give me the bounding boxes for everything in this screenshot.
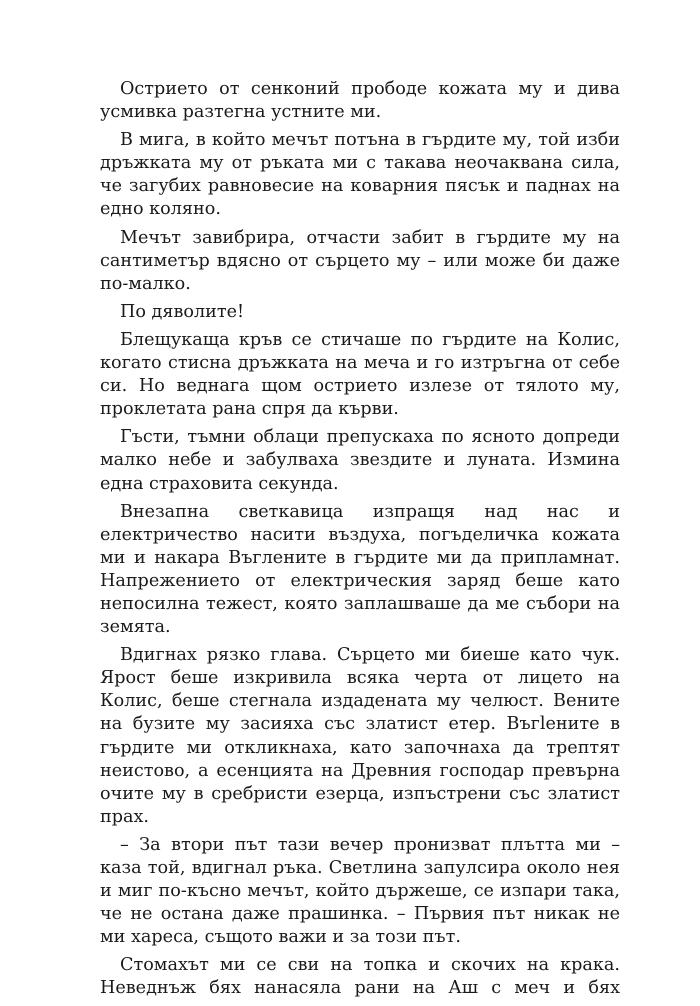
paragraph: В мига, в който мечът потъна в гърдите му, той изби дръжката му от ръката ми с такава неочаквана сила, че загубих равновесие на коварния пясък и паднах на едно коляно. — [100, 130, 620, 220]
paragraph: Острието от сенконий прободе кожата му и дива усмивка разтегна устните ми. — [100, 79, 620, 123]
paragraph: Внезапна светкавица изпращя над нас и електричество насити въздуха, погъделичка кожата ми и накара Въглените в гърдите ми да припламнат. Напрежението от електрическия заряд беше като непосилна тежест, която заплашваше да ме събори на земята. — [100, 501, 620, 638]
paragraph: Блещукаща кръв се стичаше по гърдите на Колис, когато стисна дръжката на меча и го изтръгна от себе си. Но веднага щом острието излезе от тялото му, проклетата рана спря да кърви. — [100, 329, 620, 420]
paragraph: Гъсти, тъмни облаци препускаха по ясното допреди малко небе и забулваха звездите и луната. Измина една страховита секунда. — [100, 427, 620, 494]
paragraph: Вдигнах рязко глава. Сърцето ми биеше като чук. Ярост беше изкривила всяка черта от лицето на Колис, беше стегнала издадената му челюст. Вените на бузите му засияха със златист етер. Въгleните в гърдите ми откликнаха, като започнаха да трептят неистово, а есенцията на Древния господар превърна очите му в сребристи езерца, изпъстрени със златист прах. — [100, 645, 620, 827]
page-body-text — [100, 78, 620, 1006]
paragraph: Стомахът ми се сви на топка и скочих на крака. Неведнъж бях нанасяла рани на Аш с меч и бях — [100, 955, 620, 999]
paragraph: Мечът завибрира, отчасти забит в гърдите му на сантиметър вдясно от сърцето му – или може би даже по-малко. — [100, 227, 620, 294]
paragraph: По дяволите! — [120, 301, 245, 322]
paragraph: – За втори път тази вечер пронизват плътта ми – каза той, вдигнал ръка. Светлина запулсира около нея и миг по-късно мечът, който държеше, се изпари така, че не остана даже прашинка. – Първия път никак не ми хареса, същото важи и за този път. — [100, 834, 620, 948]
